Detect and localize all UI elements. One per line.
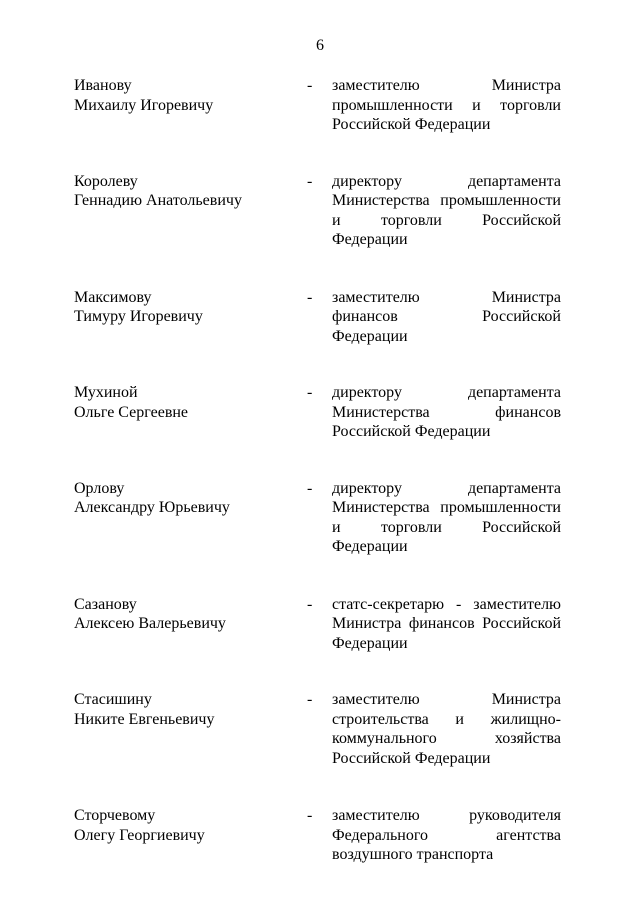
list-item — [74, 76, 564, 135]
person-name — [74, 288, 304, 327]
surname: Сторчевому — [74, 807, 156, 824]
dash-separator: - — [307, 479, 313, 497]
surname: Сазанову — [74, 595, 137, 613]
position-line: заместителю Министра — [332, 691, 561, 708]
position-line: Федерации — [332, 231, 408, 248]
list-item — [74, 383, 564, 442]
person-name — [74, 479, 304, 518]
position-title — [332, 479, 561, 557]
position-line: Министерства финансов — [332, 403, 561, 421]
position-line: коммунального хозяйства — [332, 730, 561, 747]
person-name — [74, 76, 304, 115]
surname: Мухиной — [74, 384, 138, 401]
position-line: директору департамента — [332, 172, 561, 190]
position-line: Федерации — [332, 634, 408, 652]
position-title — [332, 288, 561, 347]
position-line: заместителю руководителя — [332, 807, 561, 824]
dash-separator: - — [307, 807, 313, 824]
list-item — [74, 806, 564, 865]
dash-separator: - — [307, 172, 313, 190]
surname: Орлову — [74, 479, 125, 497]
position-line: статс-секретарю - заместителю — [332, 595, 561, 613]
surname: Иванову — [74, 77, 132, 94]
position-line: промышленности и торговли — [332, 96, 561, 114]
dash-separator: - — [307, 691, 313, 708]
position-title — [332, 172, 561, 250]
position-line: директору департамента — [332, 479, 561, 497]
position-line: Российской Федерации — [332, 116, 491, 133]
position-line: заместителю Министра — [332, 288, 561, 306]
person-name — [74, 595, 304, 634]
surname: Максимову — [74, 288, 152, 306]
list-item — [74, 690, 564, 768]
position-title — [332, 383, 561, 442]
given-names: Геннадию Анатольевичу — [74, 192, 242, 209]
dash-separator: - — [307, 384, 313, 401]
given-names: Тимуру Игоревичу — [74, 308, 203, 325]
position-title — [332, 76, 561, 135]
position-line: Министерства промышленности — [332, 499, 561, 516]
position-title — [332, 595, 561, 654]
surname: Королеву — [74, 172, 138, 190]
page-number: 6 — [316, 37, 324, 54]
position-line: и торговли Российской — [332, 518, 561, 536]
given-names: Олегу Георгиевичу — [74, 826, 205, 844]
position-line: воздушного транспорта — [332, 846, 494, 863]
dash-separator: - — [307, 595, 313, 613]
dash-separator: - — [307, 77, 313, 94]
appointee-list — [74, 76, 564, 903]
position-line: заместителю Министра — [332, 77, 561, 94]
position-line: Федерации — [332, 538, 408, 555]
position-line: Российской Федерации — [332, 749, 491, 767]
given-names: Ольге Сергеевне — [74, 403, 189, 421]
person-name — [74, 383, 304, 422]
position-line: Федерации — [332, 327, 408, 345]
position-title — [332, 806, 561, 865]
list-item — [74, 479, 564, 557]
surname: Стасишину — [74, 691, 152, 708]
position-title — [332, 690, 561, 768]
given-names: Михаилу Игоревичу — [74, 96, 214, 114]
person-name — [74, 690, 304, 729]
given-names: Александру Юрьевичу — [74, 499, 230, 516]
given-names: Алексею Валерьевичу — [74, 615, 226, 632]
list-item — [74, 288, 564, 347]
position-line: директору департамента — [332, 384, 561, 401]
position-line: и торговли Российской — [332, 211, 561, 229]
position-line: Федерального агентства — [332, 826, 561, 844]
position-line: Министра финансов Российской — [332, 615, 561, 632]
person-name — [74, 806, 304, 845]
position-line: финансов Российской — [332, 308, 561, 325]
position-line: Министерства промышленности — [332, 192, 561, 209]
list-item — [74, 595, 564, 654]
position-line: Российской Федерации — [332, 423, 491, 440]
dash-separator: - — [307, 288, 313, 306]
list-item — [74, 172, 564, 250]
given-names: Никите Евгеньевичу — [74, 710, 215, 728]
person-name — [74, 172, 304, 211]
position-line: строительства и жилищно- — [332, 710, 561, 728]
